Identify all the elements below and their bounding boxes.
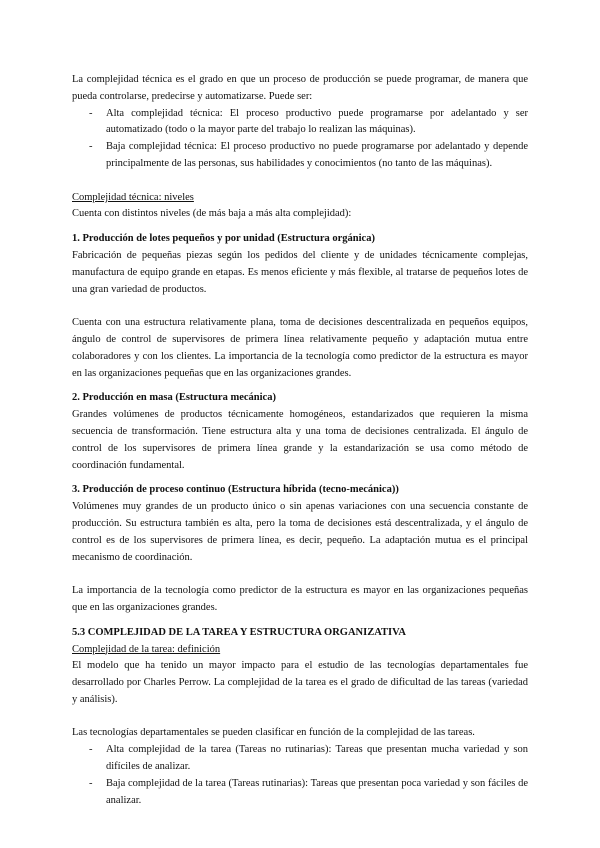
list-item: - Alta complejidad de la tarea (Tareas no rutinarias): Tareas que presentan mucha variedad y son difíciles de analizar. bbox=[72, 742, 528, 776]
section-subtitle: Complejidad de la tarea: definición bbox=[72, 643, 221, 655]
paragraph: Las tecnologías departamentales se pueden clasificar en función de la complejidad de las tareas. bbox=[72, 727, 475, 739]
paragraph: La importancia de la tecnología como predictor de la estructura es mayor en las organizaciones pequeñas que en las organizaciones grandes. bbox=[72, 585, 528, 613]
spacer bbox=[72, 709, 528, 726]
paragraph: Grandes volúmenes de productos técnicamente homogéneos, estandarizados que requieren la misma secuencia de transformación. Tiene estructura alta y una toma de decisiones centralizada. El ángulo de control de los supervisores de primera línea grande y la estandarización se usa como método de coordinación fundamental. bbox=[72, 409, 528, 471]
spacer bbox=[72, 617, 528, 625]
section-heading: 1. Producción de lotes pequeños y por unidad (Estructura orgánica) bbox=[72, 233, 375, 245]
spacer bbox=[72, 474, 528, 482]
intro-paragraph: La complejidad técnica es el grado en que un proceso de producción se puede programar, de manera que pueda controlarse, predecirse y automatizarse. Puede ser: bbox=[72, 74, 528, 102]
section-heading: 3. Producción de proceso continuo (Estructura híbrida (tecno-mecánica)) bbox=[72, 484, 399, 496]
paragraph: Cuenta con distintos niveles (de más baja a más alta complejidad): bbox=[72, 208, 352, 220]
section-subtitle: Complejidad técnica: niveles bbox=[72, 191, 194, 203]
section-heading: 5.3 COMPLEJIDAD DE LA TAREA Y ESTRUCTURA ORGANIZATIVA bbox=[72, 626, 406, 638]
paragraph: El modelo que ha tenido un mayor impacto para el estudio de las tecnologías departamentales fue desarrollado por Charles Perrow. La complejidad de la tarea es el grado de dificultad de las tareas (variedad y análisis). bbox=[72, 660, 528, 705]
list-item: - Baja complejidad de la tarea (Tareas rutinarias): Tareas que presentan poca variedad y son fáciles de analizar. bbox=[72, 776, 528, 810]
paragraph: Cuenta con una estructura relativamente plana, toma de decisiones descentralizada en pequeños equipos, ángulo de control de supervisores de primera línea relativamente pequeño y adaptación mutua entre colaboradores y con los clientes. La importancia de la tecnología como predictor de la estructura es mayor en las organizaciones pequeñas que en las organizaciones grandes. bbox=[72, 317, 528, 379]
spacer bbox=[72, 382, 528, 390]
list-item: - Alta complejidad técnica: El proceso productivo puede programarse por adelantado y ser automatizado (todo o la mayor parte del trabajo lo realizan las máquinas). bbox=[72, 106, 528, 140]
task-complexity-list bbox=[72, 742, 528, 809]
paragraph: Fabricación de pequeñas piezas según los pedidos del cliente y de unidades técnicamente complejas, manufactura de equipo grande en etapas. Es menos eficiente y más flexible, al tratarse de pequeños lotes de una gran variedad de productos. bbox=[72, 249, 528, 295]
list-item: - Baja complejidad técnica: El proceso productivo no puede programarse por adelantado y depende principalmente de las personas, sus habilidades y conocimientos (no tanto de las máquinas). bbox=[72, 139, 528, 173]
section-heading: 2. Producción en masa (Estructura mecánica) bbox=[72, 392, 276, 404]
spacer bbox=[72, 566, 528, 583]
intro-list bbox=[72, 106, 528, 173]
spacer bbox=[72, 223, 528, 231]
document-page bbox=[72, 72, 528, 809]
spacer bbox=[72, 173, 528, 190]
spacer bbox=[72, 298, 528, 315]
paragraph: Volúmenes muy grandes de un producto único o sin apenas variaciones con una secuencia constante de producción. Su estructura también es alta, pero la toma de decisiones está descentralizada, y el ángulo de control es de los supervisores de primera línea, es decir, pequeño. La adaptación mutua es el principal mecanismo de coordinación. bbox=[72, 501, 528, 563]
